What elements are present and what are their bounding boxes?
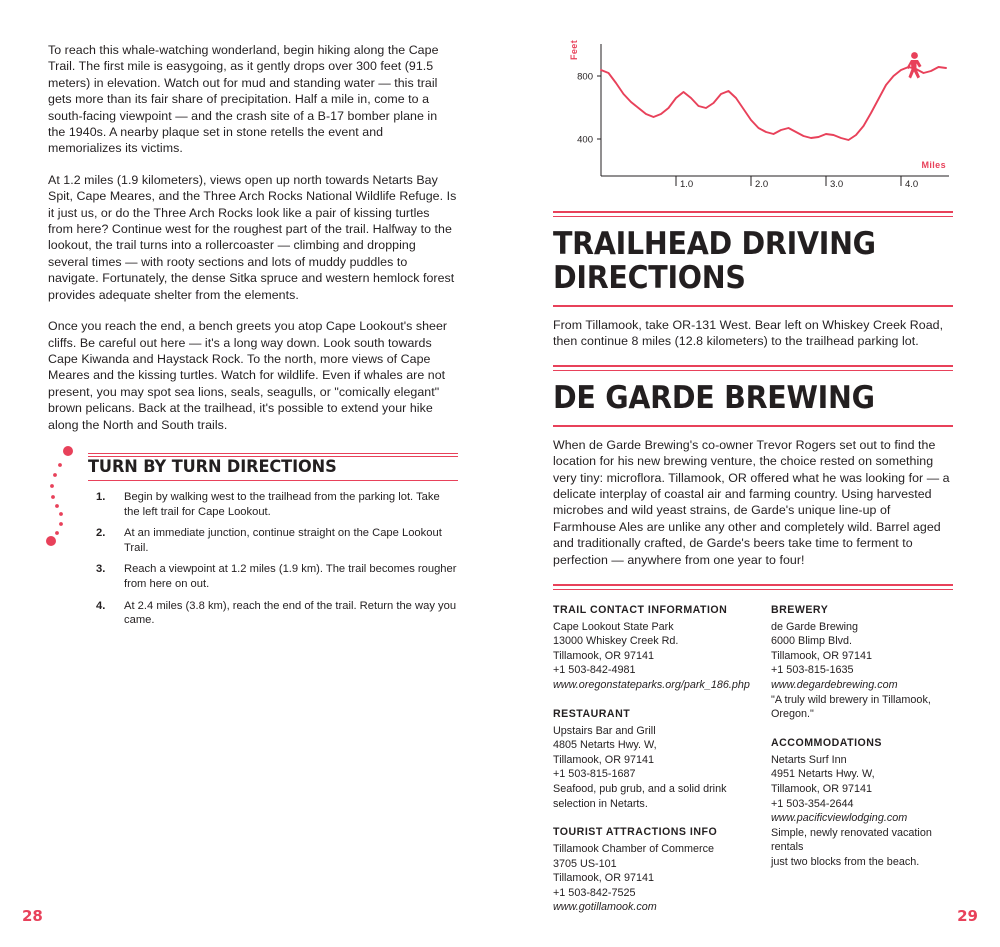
- contacts-column-left: [553, 603, 750, 931]
- elevation-profile-chart: [553, 36, 953, 201]
- contact-phone: +1 503-815-1635: [771, 664, 854, 677]
- step-text: Begin by walking west to the trailhead from the parking lot. Take the left trail for Cape Lookout.: [124, 490, 440, 518]
- contact-line: Tillamook, OR 97141: [553, 753, 655, 766]
- step-number: 1.: [96, 490, 106, 503]
- contact-line: 6000 Blimp Blvd.: [771, 635, 853, 648]
- body-paragraph-3: Once you reach the end, a bench greets you atop Cape Lookout's sheer cliffs. Be careful out here — it's a long way down. Look south towards Cape Kiwanda and Haystack Rock. To the north, more views of Cape Meares and the kissing turtles. Watch for wildlife. Even if whales are not present, you may spot sea lions, seals, seagulls, or "comically elegant" brown pelicans. Back at the trailhead, it's possible to extend your hike along the North and South trails.: [48, 319, 448, 432]
- section-trailhead-driving-directions: [553, 211, 953, 349]
- chart-xtick-3: 3.0: [830, 179, 844, 190]
- list-item: [88, 526, 458, 555]
- right-column: [553, 36, 953, 930]
- contact-line: Seafood, pub grub, and a solid drink: [553, 782, 727, 795]
- page-number-right: 29: [957, 907, 978, 925]
- tbt-rule-top: [88, 453, 458, 454]
- contact-line: Tillamook, OR 97141: [771, 782, 873, 795]
- section-title: DE GARDE BREWING: [553, 379, 875, 416]
- contact-line: Simple, newly renovated vacation rentals: [771, 826, 932, 854]
- contact-group-brewery: [771, 604, 953, 722]
- chart-line: [601, 67, 946, 140]
- contact-group-accommodations: [771, 737, 953, 870]
- contact-line: Oregon.": [771, 708, 814, 721]
- contact-line: de Garde Brewing: [771, 620, 859, 633]
- contact-line: Cape Lookout State Park: [553, 620, 674, 633]
- left-column: [48, 42, 458, 635]
- contacts-column-right: [771, 604, 953, 931]
- contact-line: 13000 Whiskey Creek Rd.: [553, 635, 679, 648]
- contact-line: Tillamook Chamber of Commerce: [553, 843, 714, 856]
- contact-information: [553, 604, 953, 931]
- contact-group-tourist: [553, 826, 743, 915]
- chart-ylabel: Feet: [569, 39, 579, 60]
- section-rule-bottom: [553, 425, 953, 427]
- contact-heading: ACCOMMODATIONS: [771, 736, 882, 749]
- section-body: From Tillamook, take OR-131 West. Bear left on Whiskey Creek Road, then continue 8 miles (12.8 kilometers) to the trailhead parking lot.: [553, 317, 944, 348]
- contact-group-restaurant: [553, 708, 743, 812]
- turn-by-turn-title: TURN BY TURN DIRECTIONS: [88, 456, 337, 477]
- chart-xtick-1: 1.0: [680, 179, 694, 190]
- section-rule-bottom: [553, 305, 953, 307]
- list-item: [88, 562, 458, 591]
- chart-xtick-4: 4.0: [905, 179, 919, 190]
- contact-phone: +1 503-842-7525: [553, 886, 636, 899]
- body-paragraph-2: At 1.2 miles (1.9 kilometers), views open up north towards Netarts Bay Spit, Cape Meares, and the Three Arch Rocks National Wildlife Refuge. Is it just us, or do the Three Arch Rocks look like a pair of kissing turtles from here? Continue west for the roughest part of the trail. Halfway to the lookout, the trail turns into a rollercoaster — climbing and dropping several times — with rooty sections and lots of muddy puddles to navigate. Fortunately, the dense Sitka spruce and western hemlock forest provides adequate shelter from the elements.: [48, 172, 457, 302]
- chart-ytick-800: 800: [577, 71, 593, 83]
- contacts-rule-top: [553, 584, 953, 586]
- contact-phone: +1 503-354-2644: [771, 797, 854, 810]
- section-body: When de Garde Brewing's co-owner Trevor Rogers set out to find the location for his new brewing venture, the choice rested on something very tiny: microflora. Tillamook, OR offered what he was looking for — a delicate interplay of coastal air and farming country. Using harvested microbes and wild yeast strains, de Garde's unique line-up of Farmhouse Ales are unlike any other and completely wild. Barrel aged and traditionally crafted, de Garde's beers take time to ferment to perfection — anywhere from one year to four!: [553, 437, 950, 567]
- contact-phone: +1 503-815-1687: [553, 768, 636, 781]
- body-paragraph-1: To reach this whale-watching wonderland, begin hiking along the Cape Trail. The first mile is easygoing, as it gently drops over 300 feet (91.5 meters) in elevation. Watch out for mud and standing water — this trail gets more than its fair share of precipitation. Half a mile in, come to a south-facing viewpoint — and the crash site of a B-17 bomber plane in the 1940s. A nearby plaque set in stone retells the event and memorializes its victims.: [48, 43, 439, 156]
- contact-line: Netarts Surf Inn: [771, 753, 847, 766]
- section-rule-thin: [553, 370, 953, 371]
- chart-xlabel: Miles: [921, 160, 946, 170]
- section-rule-top: [553, 211, 953, 213]
- contact-website[interactable]: www.gotillamook.com: [553, 901, 657, 914]
- section-rule-thin: [553, 216, 953, 217]
- turn-by-turn-section: [48, 453, 458, 628]
- contact-group-trail: [553, 603, 750, 693]
- dotted-route-icon: [46, 445, 86, 565]
- contact-heading: RESTAURANT: [553, 707, 631, 720]
- page-number-left: 28: [22, 907, 43, 925]
- contact-line: 3705 US-101: [553, 857, 617, 870]
- contact-line: 4951 Netarts Hwy. W,: [771, 768, 875, 781]
- list-item: [88, 490, 458, 519]
- tbt-rule-bottom: [88, 480, 458, 481]
- contact-line: just two blocks from the beach.: [771, 855, 920, 868]
- contact-heading: TOURIST ATTRACTIONS INFO: [553, 826, 718, 839]
- contact-line: selection in Netarts.: [553, 797, 648, 810]
- step-text: At 2.4 miles (3.8 km), reach the end of the trail. Return the way you came.: [124, 599, 457, 627]
- section-de-garde-brewing: [553, 365, 953, 568]
- contact-phone: +1 503-842-4981: [553, 664, 636, 677]
- step-number: 4.: [96, 599, 106, 612]
- contact-line: "A truly wild brewery in Tillamook,: [771, 693, 931, 706]
- contact-website[interactable]: www.oregonstateparks.org/park_186.php: [553, 678, 750, 691]
- hiker-icon: [907, 52, 922, 78]
- turn-by-turn-steps: [88, 490, 458, 628]
- contact-line: Tillamook, OR 97141: [553, 872, 655, 885]
- chart-canvas: [553, 36, 953, 201]
- contact-website[interactable]: www.degardebrewing.com: [771, 678, 898, 691]
- contact-heading: BREWERY: [771, 603, 829, 616]
- chart-ytick-400: 400: [577, 134, 593, 146]
- contact-line: Tillamook, OR 97141: [771, 649, 873, 662]
- step-number: 3.: [96, 563, 106, 576]
- contact-heading: TRAIL CONTACT INFORMATION: [553, 603, 728, 616]
- section-title: TRAILHEAD DRIVING DIRECTIONS: [553, 225, 876, 296]
- step-text: At an immediate junction, continue straight on the Cape Lookout Trail.: [124, 527, 442, 554]
- step-text: Reach a viewpoint at 1.2 miles (1.9 km). The trail becomes rougher from here on out.: [124, 563, 457, 590]
- list-item: [88, 599, 458, 628]
- contact-line: Upstairs Bar and Grill: [553, 724, 656, 737]
- contact-line: Tillamook, OR 97141: [553, 649, 655, 662]
- contact-line: 4805 Netarts Hwy. W,: [553, 739, 657, 752]
- contacts-rule-thin: [553, 589, 953, 590]
- step-number: 2.: [96, 527, 106, 540]
- chart-xtick-2: 2.0: [755, 179, 769, 190]
- contact-website[interactable]: www.pacificviewlodging.com: [771, 812, 908, 825]
- section-rule-top: [553, 365, 953, 367]
